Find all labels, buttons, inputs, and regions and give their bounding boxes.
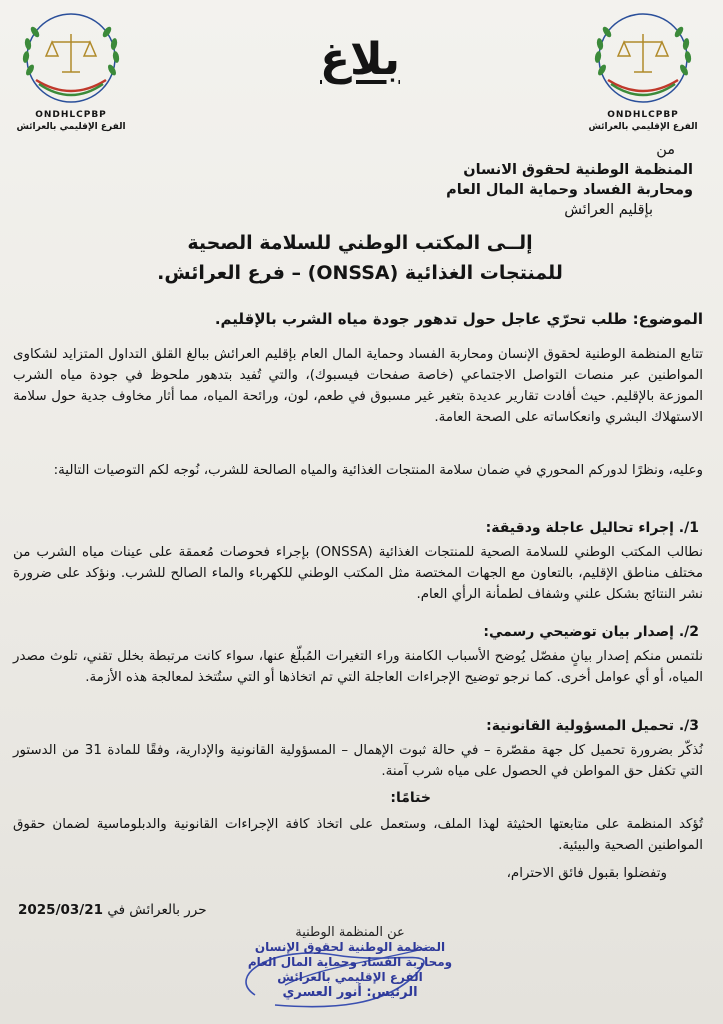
logo-acronym: ONDHLCPBP [35,110,107,120]
sender-line-2: ومحاربة الفساد وحماية المال العام [446,182,693,198]
closing-line: وتفضلوا بقبول فائق الاحترام، [506,866,667,881]
stamp-line-1: المنظمة الوطنية لحقوق الإنسان [254,940,446,954]
subject-line: الموضوع: طلب تحرّي عاجل حول تدهور جودة مياه الشرب بالإقليم. [214,310,703,328]
recommendation-3-heading: 3/. تحميل المسؤولية القانونية: [486,718,699,734]
recipient-line-1: إلــى المكتب الوطني للسلامة الصحية [187,232,533,254]
logo-caption: الفرع الإقليمي بالعرائش [16,122,126,132]
sender-block [313,140,693,220]
recommendation-2-heading: 2/. إصدار بيان توضيحي رسمي: [483,624,699,640]
scales-of-justice-emblem-icon [578,10,708,110]
intro-paragraph: تتابع المنظمة الوطنية لحقوق الإنسان ومحاربة الفساد وحماية المال العام بإقليم العرائش ببالغ القلق التداول المتزايد لشكاوى المواطنين عبر منصات التواصل الاجتماعي (خاصة صفحات فيسبوك)، والتي تُفيد بتدهور ملحوظ في جودة مياه الشرب الموزعة بالإقليم. حيث أفادت تقارير عديدة بتغير غير مسبوق في طعم، لون، ورائحة المياه، مما أثار مخاوف جدية حول سلامة الاستهلاك البشري وانعكاساته على الصحة العامة. [13,347,703,425]
sender-line-3: بإقليم العرائش [564,202,653,218]
conclusion-heading: ختامًا: [390,790,431,806]
organization-logo-left [6,10,136,135]
signature-on-behalf: عن المنظمة الوطنية [295,925,405,940]
dateline-date: 2025/03/21 [18,902,104,918]
recommendation-3-text: نُذكّر بضرورة تحميل كل جهة مقصّرة – في حالة ثبوت الإهمال – المسؤولية القانونية والإدارية، وفقًا للمادة 31 من الدستور التي تكفل حق المواطن في الحصول على مياه شرب آمنة. [13,743,703,779]
stamp-line-3: الفرع الإقليمي بالعرائش [277,970,423,984]
scales-of-justice-emblem-icon [6,10,136,110]
transition-paragraph: وعليه، ونظرًا لدوركم المحوري في ضمان سلامة المنتجات الغذائية والمياه الصالحة للشرب، نُوجه لكم التوصيات التالية: [53,463,703,478]
logo-caption: الفرع الإقليمي بالعرائش [588,122,698,132]
recommendation-1-heading: 1/. إجراء تحاليل عاجلة ودقيقة: [485,520,699,536]
recipient-line-2: للمنتجات الغذائية (ONSSA) – فرع العرائش. [157,262,563,284]
organization-logo-right [578,10,708,135]
signature-block [220,925,480,1000]
recommendation-2-text: نلتمس منكم إصدار بيانٍ مفصّل يُوضح الأسباب الكامنة وراء التغيرات المُبلّغ عنها، سواء كانت مرتبطة بخلل تقني، تلوث مصدر المياه، أو أي عوامل أخرى. كما نرجو توضيح الإجراءات العاجلة التي تم اتخاذها أو التي ستُتخذ لمعالجة هذه الأزمة. [13,649,703,685]
dateline [18,902,207,918]
sender-line-1: المنظمة الوطنية لحقوق الانسان [463,162,693,178]
recipient-block [120,228,600,288]
dateline-prefix: حرر بالعرائش في [107,902,207,918]
sender-label: من [656,142,675,158]
document-title: بلاغ [320,34,400,85]
conclusion-paragraph: تُؤكد المنظمة على متابعتها الحثيثة لهذا الملف، وستعمل على اتخاذ كافة الإجراءات القانونية والدبلوماسية لضمان حقوق المواطنين الصحية والبيئية. [13,817,703,853]
recommendation-1-text: نطالب المكتب الوطني للسلامة الصحية للمنتجات الغذائية (ONSSA) بإجراء فحوصات مُعمقة على عينات مياه الشرب من مختلف مناطق الإقليم، بالتعاون مع الجهات المختصة مثل المكتب الوطني للكهرباء والماء الصالح للشرب. ونؤكد على ضرورة نشر النتائج بشكل علني وشفاف لطمأنة الرأي العام. [13,545,703,602]
president-name: الرئيس: أنور العسري [282,985,418,1000]
stamp-line-2: ومحاربة الفساد وحماية المال العام [247,955,453,969]
logo-acronym: ONDHLCPBP [607,110,679,120]
